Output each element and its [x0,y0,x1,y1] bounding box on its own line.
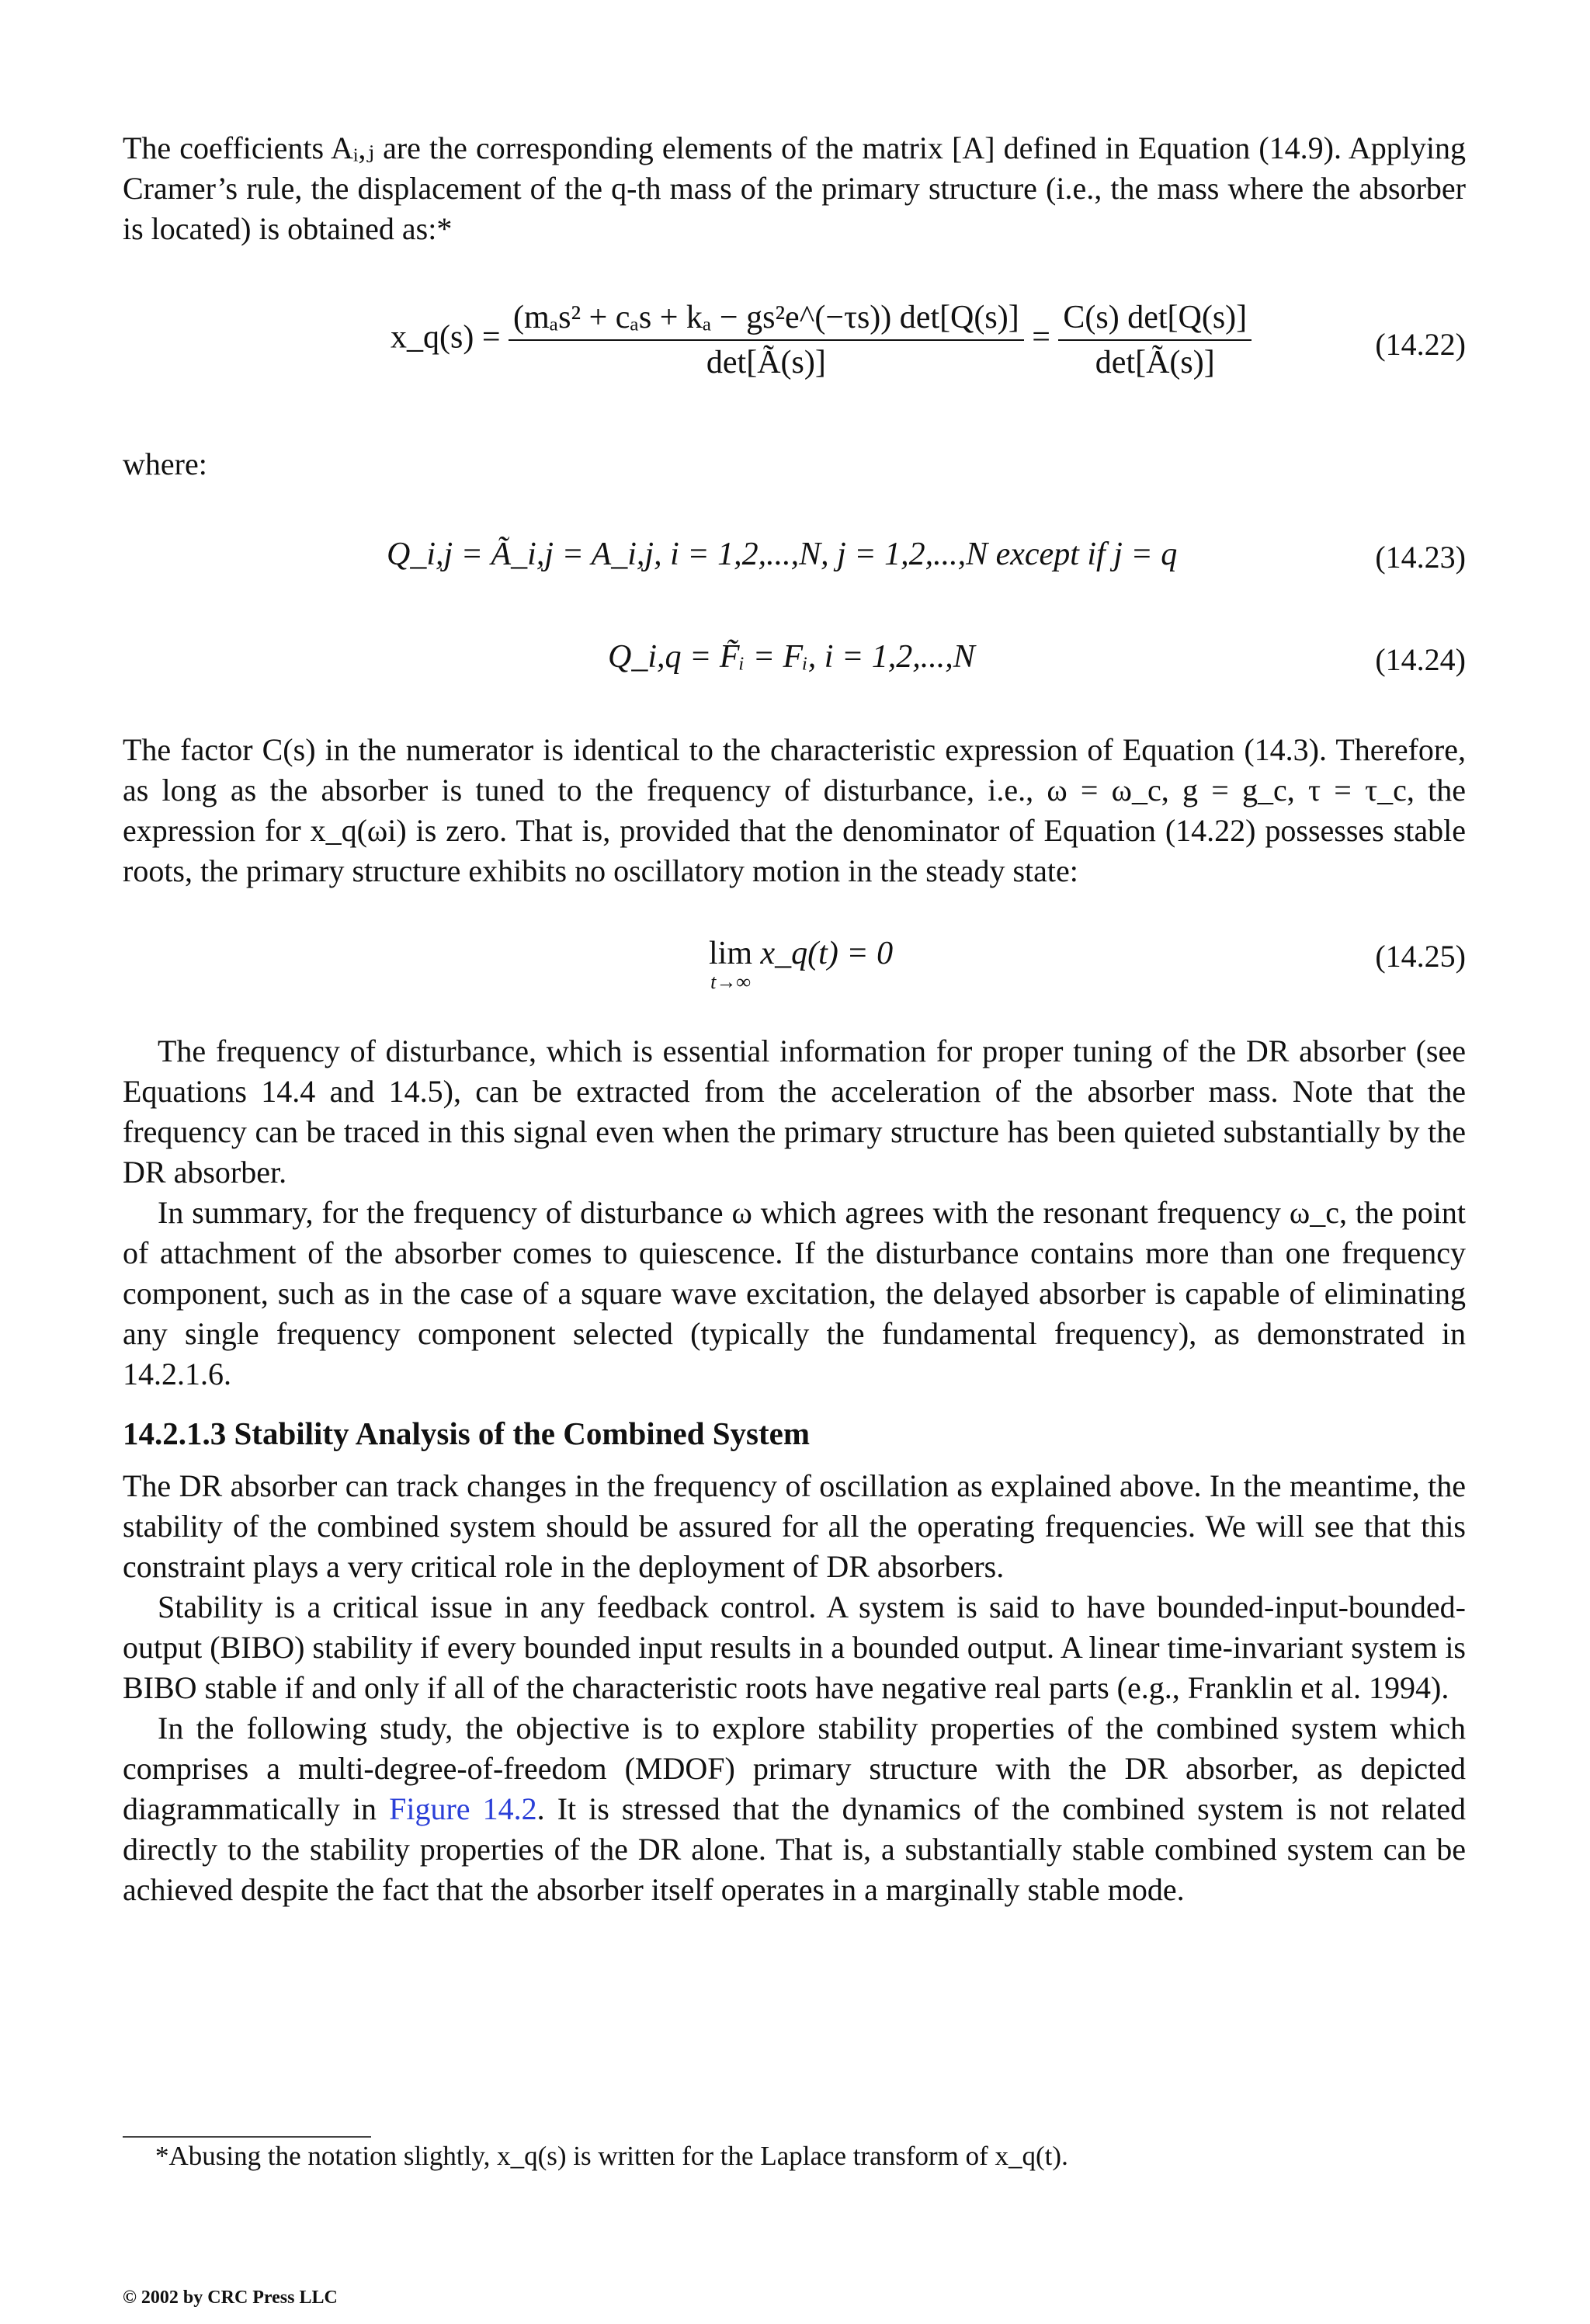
equation-14-24-body: Q_i,q = F̃ᵢ = Fᵢ, i = 1,2,...,N [608,639,975,675]
where-label [123,444,1466,485]
equation-14-23 [123,536,1466,582]
equation-14-23-body: Q_i,j = Ã_i,j = A_i,j, i = 1,2,...,N, j = 1,2,...,N except if j = q [387,537,1178,572]
equation-14-25-body [709,935,893,992]
section-heading: 14.2.1.3 Stability Analysis of the Combined System [123,1416,811,1451]
eq-denominator-1: det[Ã(s)] [706,345,826,380]
paragraph-factor-text: The factor C(s) in the numerator is identical to the characteristic expression of Equation (14.3). Therefore, as long as the absorber is tuned to the frequency of disturbance, i.e., ω = ω_c, g = g_c, τ = τ_c, the expression for x_q(ωi) is zero. That is, provided that the denominator of Equation (14.22) possesses stable roots, the primary structure exhibits no oscillatory motion in the steady state: [123,732,1466,888]
footnote-rule [123,2136,371,2138]
limit-operator [709,935,752,992]
figure-14-2-link[interactable]: Figure 14.2 [389,1791,537,1826]
equation-14-24 [123,638,1466,685]
section-body [123,1466,1466,1910]
paragraph-intro-text: The coefficients Aᵢ,ⱼ are the corresponding elements of the matrix [A] defined in Equation (14.9). Applying Cramer’s rule, the displacement of the q-th mass of the primary structure (i.e., the mass where the absorber is located) is obtained as:* [123,130,1466,246]
equation-number: (14.25) [1375,939,1466,974]
paragraph-stability-text: Stability is a critical issue in any feedback control. A system is said to have bounded-input-bounded-output (BIBO) stability if every bounded input results in a bounded output. A linear time-invariant system is BIBO stable if and only if all of the characteristic roots have negative real parts (e.g., Franklin et al. 1994). [123,1589,1466,1705]
paragraph-study-text-b: . It is stressed that the dynamics of the combined system is not related directly to the stability properties of the DR alone. That is, a substantially stable combined system can be achieved despite the fact that the absorber itself operates in a marginally stable mode. [123,1791,1466,1907]
eq-numerator-2: C(s) det[Q(s)] [1058,299,1252,341]
footnote: *Abusing the notation slightly, x_q(s) is written for the Laplace transform of x_q(t). [155,2141,1068,2171]
equation-number: (14.23) [1375,540,1466,575]
equation-14-22 [123,299,1466,400]
equation-number: (14.24) [1375,642,1466,677]
paragraph-study-text-a: In the following study, the objective is to explore stability properties of the combined system which comprises a multi-degree-of-freedom (MDOF) primary structure with the DR absorber, as depicted diagrammatically in [123,1711,1466,1826]
paragraph-summary-text: In summary, for the frequency of disturbance ω which agrees with the resonant frequency ω_c, the point of attachment of the absorber comes to quiescence. If the disturbance contains more than one frequency component, such as in the case of a square wave excitation, the delayed absorber is capable of eliminating any single frequency component selected (typically the fundamental frequency), as demonstrated in 14.2.1.6. [123,1195,1466,1391]
limit-body: x_q(t) = 0 [760,936,894,971]
equation-14-22-body: x_q(s) = $\frac{\text{(mₐs² + cₐs + kₐ − gs²e\textasciicircum{}(−τs)) det[Q(s)]}}{\det[Ã(s)]}$ = $\frac{C(s) \det[Q(s)]}{\det[Ã(s)]}$ [391,299,1252,381]
paragraph-factor [123,730,1466,891]
equation-14-25 [123,935,1466,997]
eq-lhs: x_q(s) = [391,319,501,356]
paragraph-study [123,1708,1466,1910]
eq-fraction-1 [509,299,1024,381]
paragraph-tracking-text: The DR absorber can track changes in the frequency of oscillation as explained above. In the meantime, the stability of the combined system should be assured for all the operating frequencies. We will see that this constraint plays a very critical role in the deployment of DR absorbers. [123,1468,1466,1584]
eq-numerator-1: (mₐs² + cₐs + kₐ − gs²e^(−τs)) det[Q(s)] [509,299,1024,341]
limit-text: lim [709,936,753,971]
where-text: where: [123,446,207,481]
copyright-notice: © 2002 by CRC Press LLC [123,2288,338,2308]
equation-number: (14.22) [1375,327,1466,362]
eq-fraction-2 [1058,299,1252,381]
limit-subscript: t→∞ [710,971,751,993]
paragraph-intro [123,128,1466,249]
eq-denominator-2: det[Ã(s)] [1095,345,1215,380]
paragraph-frequency [123,1031,1466,1395]
paragraph-frequency-text: The frequency of disturbance, which is essential information for proper tuning of the DR absorber (see Equations 14.4 and 14.5), can be extracted from the acceleration of the absorber mass. Note that the frequency can be traced in this signal even when the primary structure has been quieted substantially by the DR absorber. [123,1033,1466,1190]
